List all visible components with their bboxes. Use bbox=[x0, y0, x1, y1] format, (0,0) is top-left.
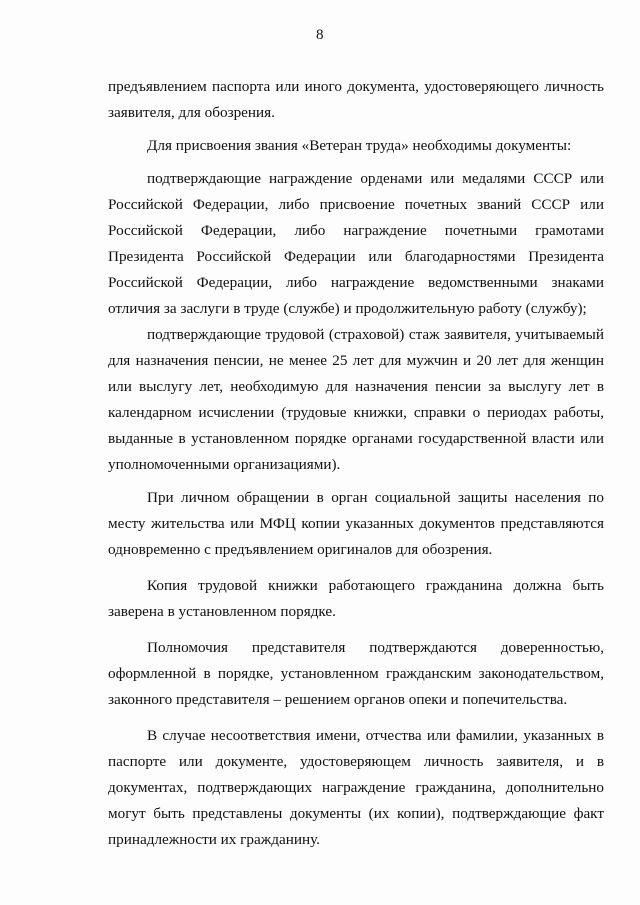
paragraph-work-experience: подтверждающие трудовой (страховой) стаж заявителя, учитываемый для назначения пенсии, не менее 25 лет для мужчин и 20 лет для женщин или выслугу лет, необходимую для назначения пенсии за выслугу лет в календарном исчислении (трудовые книжки, справки о периодах работы, выданные в установленном порядке органами государственной власти или уполномоченными организациями). bbox=[108, 326, 604, 473]
paragraph-personal-visit: При личном обращении в орган социальной защиты населения по месту жительства или МФЦ копии указанных документов представляются одновременно с предъявлением оригиналов для обозрения. bbox=[108, 489, 604, 558]
paragraph-continuation: предъявлением паспорта или иного документа, удостоверяющего личность заявителя, для обозрения. bbox=[108, 78, 604, 121]
page-number: 8 bbox=[316, 27, 324, 43]
paragraph-representative: Полномочия представителя подтверждаются доверенностью, оформленной в порядке, установленном гражданским законодательством, законного представителя – решением органов опеки и попечительства. bbox=[108, 639, 604, 708]
paragraph-workbook-copy: Копия трудовой книжки работающего гражданина должна быть заверена в установленном порядке. bbox=[108, 577, 604, 620]
document-body bbox=[108, 74, 604, 853]
paragraph-name-mismatch: В случае несоответствия имени, отчества или фамилии, указанных в паспорте или документе, удостоверяющем личность заявителя, и в документах, подтверждающих награждение гражданина, дополнительно могут быть представлены документы (их копии), подтверждающие факт принадлежности их гражданину. bbox=[108, 727, 604, 848]
paragraph-veteran-documents-intro: Для присвоения звания «Ветеран труда» необходимы документы: bbox=[147, 137, 572, 154]
paragraph-awards: подтверждающие награждение орденами или медалями СССР или Российской Федерации, либо присвоение почетных званий СССР или Российской Федерации, либо награждение почетными грамотами Президента Российской Федерации или благодарностями Президента Российской Федерации, либо награждение ведомственными знаками отличия за заслуги в труде (службе) и продолжительную работу (службу); bbox=[108, 170, 604, 317]
